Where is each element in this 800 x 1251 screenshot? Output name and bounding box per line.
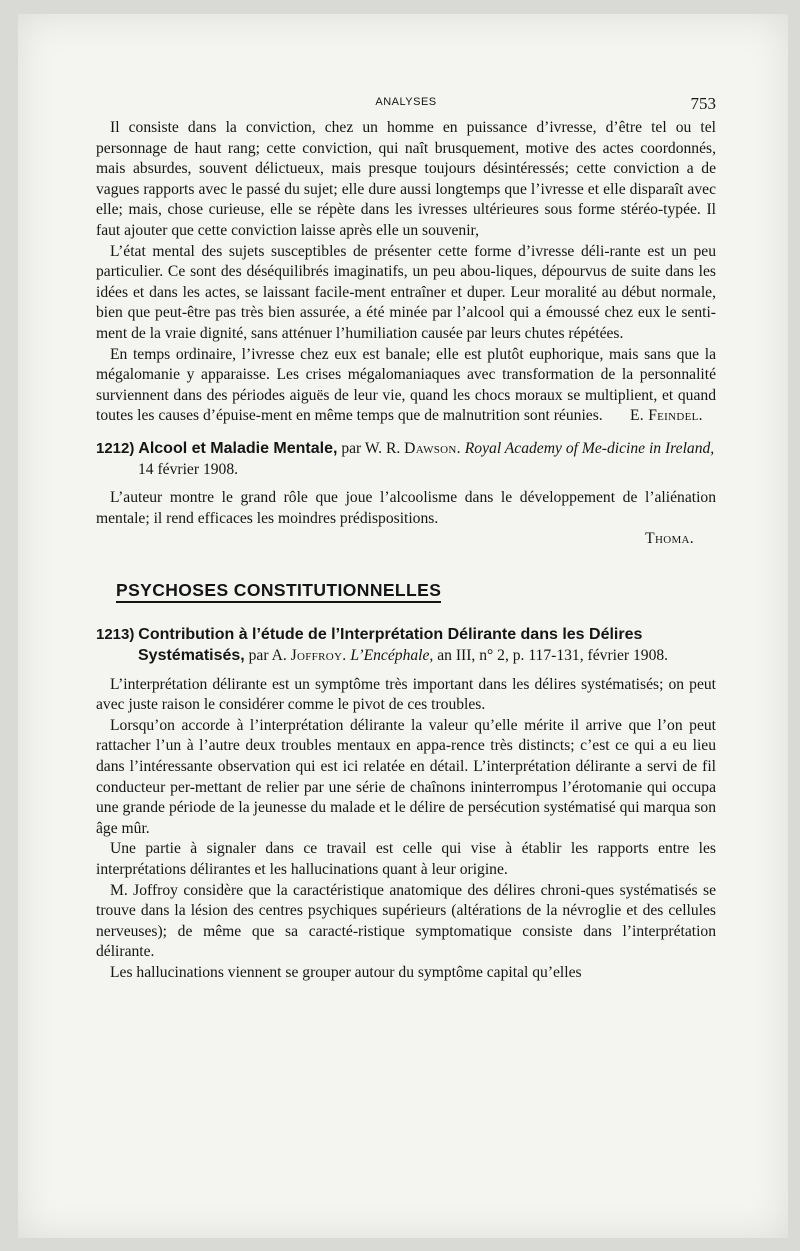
- entry-journal: Royal Academy of Me-dicine in Ireland,: [464, 439, 715, 457]
- paragraph: [96, 345, 716, 427]
- entry-1213-heading: [96, 625, 716, 666]
- entry-number: 1213): [96, 626, 135, 644]
- page-header: [96, 94, 716, 114]
- entry-author: Dawson.: [404, 439, 461, 457]
- paragraph: L’état mental des sujets susceptibles de présenter cette forme d’ivresse déli-rante est un peu particulier. Ce sont des déséquilibrés imaginatifs, un peu abou-liques, dépourvus de suite dans les idées et dans les actes, se laissant facile-ment entraîner et duper. Leur moralité au début normale, bien que peut-être pas très bien assurée, a été minée par l’alcool qui a émoussé chez eux le senti-ment de la vraie dignité, sans atténuer l’humiliation causée par leurs chutes répétées.: [96, 242, 716, 342]
- author-signature: E. Feindel.: [629, 407, 703, 425]
- paragraph: Une partie à signaler dans ce travail est celle qui vise à établir les rapports entre les interprétations délirantes et les hallucinations quant à leur origine.: [96, 840, 716, 878]
- entry-journal: L’Encéphale,: [350, 647, 434, 665]
- entry-author: Joffroy.: [290, 647, 347, 665]
- entry-by: par A.: [244, 647, 291, 665]
- page-number: 753: [690, 94, 716, 113]
- entry-date: 14 février 1908.: [138, 460, 239, 478]
- paragraph: M. Joffroy considère que la caractéristique anatomique des délires chroni-ques systématisés se trouve dans la lésion des centres psychiques supérieurs (altérations de la névroglie et des cellules nerveuses); de même que sa caracté-ristique symptomatique consiste dans l’interprétation délirante.: [96, 881, 716, 961]
- paragraph: Les hallucinations viennent se grouper autour du symptôme capital qu’elles: [110, 963, 582, 981]
- entry-title: Contribution à l’étude de l’Interprétation Délirante dans les Délires Systématisés,: [138, 626, 643, 665]
- paragraph: Lorsqu’on accorde à l’interprétation délirante la valeur qu’elle mérite il arrive que l’on peut rattacher l’un à l’autre deux troubles mentaux en appa-rence très distincts; c’est ce qui a eu lieu dans l’intéressante observation qui est ici relatée en détail. L’interprétation délirante a servi de fil conducteur per-mettant de relier par une série de chaînons ininterrompus l’érotomanie qui occupa une grande période de la jeunesse du malade et le délire de persécution systématisé qui marqua son âge mûr.: [96, 716, 716, 837]
- paragraph-text: En temps ordinaire, l’ivresse chez eux est banale; elle est plutôt euphorique, mais sans que la mégalomanie y apparaisse. Les crises mégalomaniaques avec transformation de la personnalité surviennent dans des périodes aiguës de leur vie, quand les chocs moraux se multiplient, et quand toutes les causes d’épuise-ment en même temps que de malnutrition sont réunies.: [96, 345, 716, 425]
- entry-by: par W. R.: [337, 439, 405, 457]
- entry-title: Alcool et Maladie Mentale,: [138, 439, 338, 457]
- paragraph: L’auteur montre le grand rôle que joue l’alcoolisme dans le développement de l’aliénation mentale; il rend efficaces les moindres prédispositions.: [96, 489, 716, 527]
- running-head: ANALYSES: [375, 96, 437, 108]
- section-heading: PSYCHOSES CONSTITUTIONNELLES: [116, 580, 441, 604]
- author-signature: Thoma.: [645, 530, 694, 548]
- entry-details: an III, n° 2, p. 117-131, février 1908.: [433, 647, 669, 665]
- entry-1212-heading: [96, 439, 716, 480]
- paragraph: Il consiste dans la conviction, chez un homme en puissance d’ivresse, d’être tel ou tel personnage de haut rang; cette conviction, qui naît brusquement, motive des actes coordonnés, mais absurdes, souvent délictueux, mais presque toujours désintéressés; cette conviction a de vagues rapports avec le passé du sujet; elle dure aussi longtemps que l’ivresse et elle disparaît avec elle; mais, chose curieuse, elle se répète dans les ivresses ultérieures sous forme stéréo-typée. Il faut ajouter que cette conviction laisse après elle un souvenir,: [96, 119, 716, 239]
- document-page: [18, 14, 788, 1238]
- paragraph: L’interprétation délirante est un symptôme très important dans les délires systématisés; on peut avec juste raison le considérer comme le pivot de ces troubles.: [96, 675, 716, 714]
- page-content: [96, 118, 716, 984]
- entry-number: 1212): [96, 439, 135, 457]
